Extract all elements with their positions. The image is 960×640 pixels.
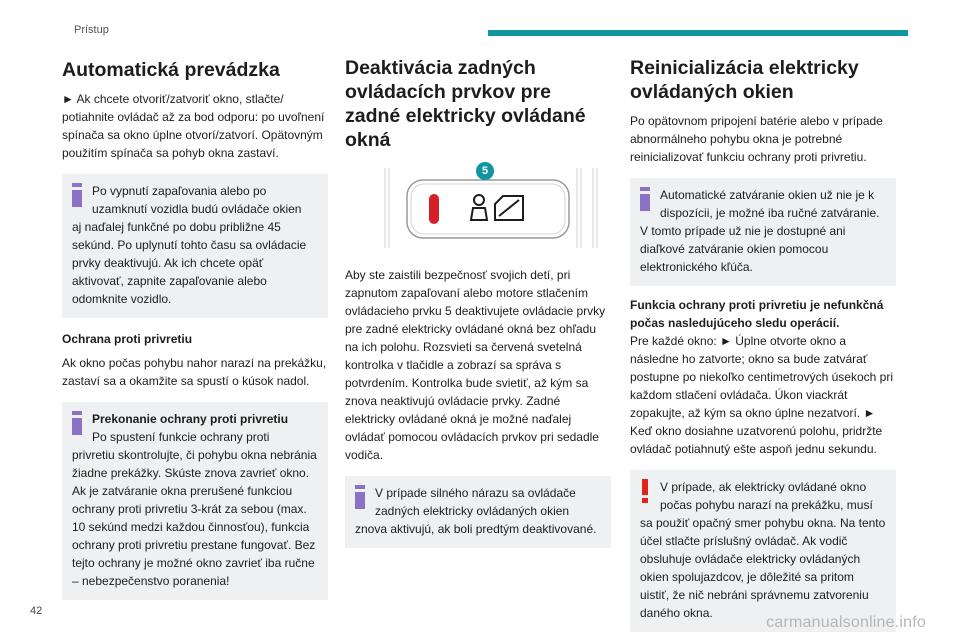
note-text-first: V prípade silného nárazu sa ovládače zadných elektricky ovládaných okien	[375, 486, 576, 518]
anti-pinch-inactive-heading: Funkcia ochrany proti privretiu je nefunkčná počas nasledujúceho sledu operácií.	[630, 298, 884, 330]
note-text-rest: sa použiť opačný smer pohybu okna. Na tento účel stlačte príslušný ovládač. Ak vodič obsluhuje ovládače elektricky ovládaných okien spolujazdcov, je dôležité sa pritom uistiť, že nič nebráni správnemu zatvoreniu daného okna.	[640, 516, 886, 620]
note-text-first: Automatické zatváranie okien už nie je k dispozícii, je možné iba ručné zatváranie.	[660, 188, 880, 220]
header-accent-bar	[488, 30, 908, 36]
note-text-first: V prípade, ak elektricky ovládané okno počas pohybu narazí na prekážku, musí	[660, 480, 873, 512]
info-note	[62, 402, 328, 600]
info-icon	[70, 411, 84, 435]
info-icon	[638, 187, 652, 211]
info-icon	[353, 485, 367, 509]
warning-icon	[638, 479, 652, 503]
callout-badge: 5	[476, 162, 494, 180]
info-note	[630, 178, 896, 286]
section-title-automatic: Automatická prevádzka	[62, 59, 280, 81]
note-text-rest: privretiu skontrolujte, či pohybu okna nebránia žiadne prekážky. Skúste znova zavrieť okno. Ak je zatváranie okna prerušené funkciou ochrany proti privretiu 3-krát za sebou (max. 10 sekúnd medzi každou činnosťou), funkcia ochrany proti privretiu prestane fungovať. Bez tejto ochrany je možné okno zavrieť iba ručne – nebezpečenstvo poranenia!	[72, 448, 317, 588]
intro-paragraph: ► Ak chcete otvoriť/zatvoriť okno, stlačte/ potiahnite ovládač až za bod odporu: po uvoľnení spínača sa okno úplne otvorí/zatvorí. Opätovným použitím spínača sa pohyb okna zastaví.	[62, 92, 325, 160]
subtitle-anti-pinch: Ochrana proti privretiu	[62, 332, 193, 346]
info-note	[62, 174, 328, 318]
child-lock-figure	[345, 162, 611, 254]
reinit-steps: Pre každé okno: ► Úplne otvorte okno a následne ho zatvorte; okno sa bude zatvárať postupne po niekoľko centimetrových úsekoch pri každom stlačení ovládača. Úkon viackrát zopakujte, až kým sa okno úplne nezatvorí. ► Keď okno dosiahne uzatvorenú polohu, pridržte ovládač potiahnutý ešte aspoň jednu sekundu.	[630, 334, 893, 456]
page-number: 42	[30, 605, 43, 617]
anti-pinch-paragraph: Ak okno počas pohybu nahor narazí na prekážku, zastaví sa a okamžite sa spustí o kúsok nadol.	[62, 356, 327, 388]
note-text-first: Po vypnutí zapaľovania alebo po uzamknutí vozidla budú ovládače okien	[92, 184, 302, 216]
note-text-rest: znova aktivujú, ak boli predtým deaktivované.	[355, 522, 597, 536]
section-title-deactivation: Deaktivácia zadných ovládacích prvkov pre zadné elektricky ovládané okná	[345, 57, 586, 151]
note-title: Prekonanie ochrany proti privretiu	[92, 412, 289, 426]
column-3	[630, 56, 896, 632]
reinit-paragraph: Po opätovnom pripojení batérie alebo v prípade abnormálneho pohybu okna je potrebné reinicializovať funkciu ochrany proti privretiu.	[630, 114, 883, 164]
warning-note	[630, 470, 896, 632]
note-text-first: Po spustení funkcie ochrany proti	[92, 430, 270, 444]
note-text-rest: V tomto prípade už nie je dostupné ani diaľkové zatváranie okien pomocou elektronického kľúča.	[640, 224, 846, 274]
section-title-reinit: Reinicializácia elektricky ovládaných okien	[630, 57, 859, 103]
watermark: carmanualsonline.info	[766, 614, 926, 631]
deactivation-paragraph: Aby ste zaistili bezpečnosť svojich detí, pri zapnutom zapaľovaní alebo motore stlačením ovládacieho prvku 5 deaktivujete ovládacie prvky pre zadné elektricky ovládané okná bez ohľadu na ich polohu. Rozsvieti sa červená svetelná kontrolka v tlačidle a zobrazí sa správa s potvrdením. Kontrolka bude svietiť, až kým sa znova neaktivujú ovládacie prvky. Zadné elektricky ovládané okná je možné naďalej ovládať pomocou ovládacích prvkov pri sedadle vodiča.	[345, 268, 606, 462]
info-icon	[70, 183, 84, 207]
info-note	[345, 476, 611, 548]
section-label: Prístup	[74, 24, 109, 36]
column-1	[62, 56, 328, 600]
note-text-rest: aj naďalej funkčné po dobu približne 45 sekúnd. Po uplynutí tohto času sa ovládacie prvky deaktivujú. Ak ich chcete opäť aktivovať, zapnite zapaľovanie alebo odomknite vozidlo.	[72, 220, 307, 306]
column-2	[345, 56, 611, 548]
